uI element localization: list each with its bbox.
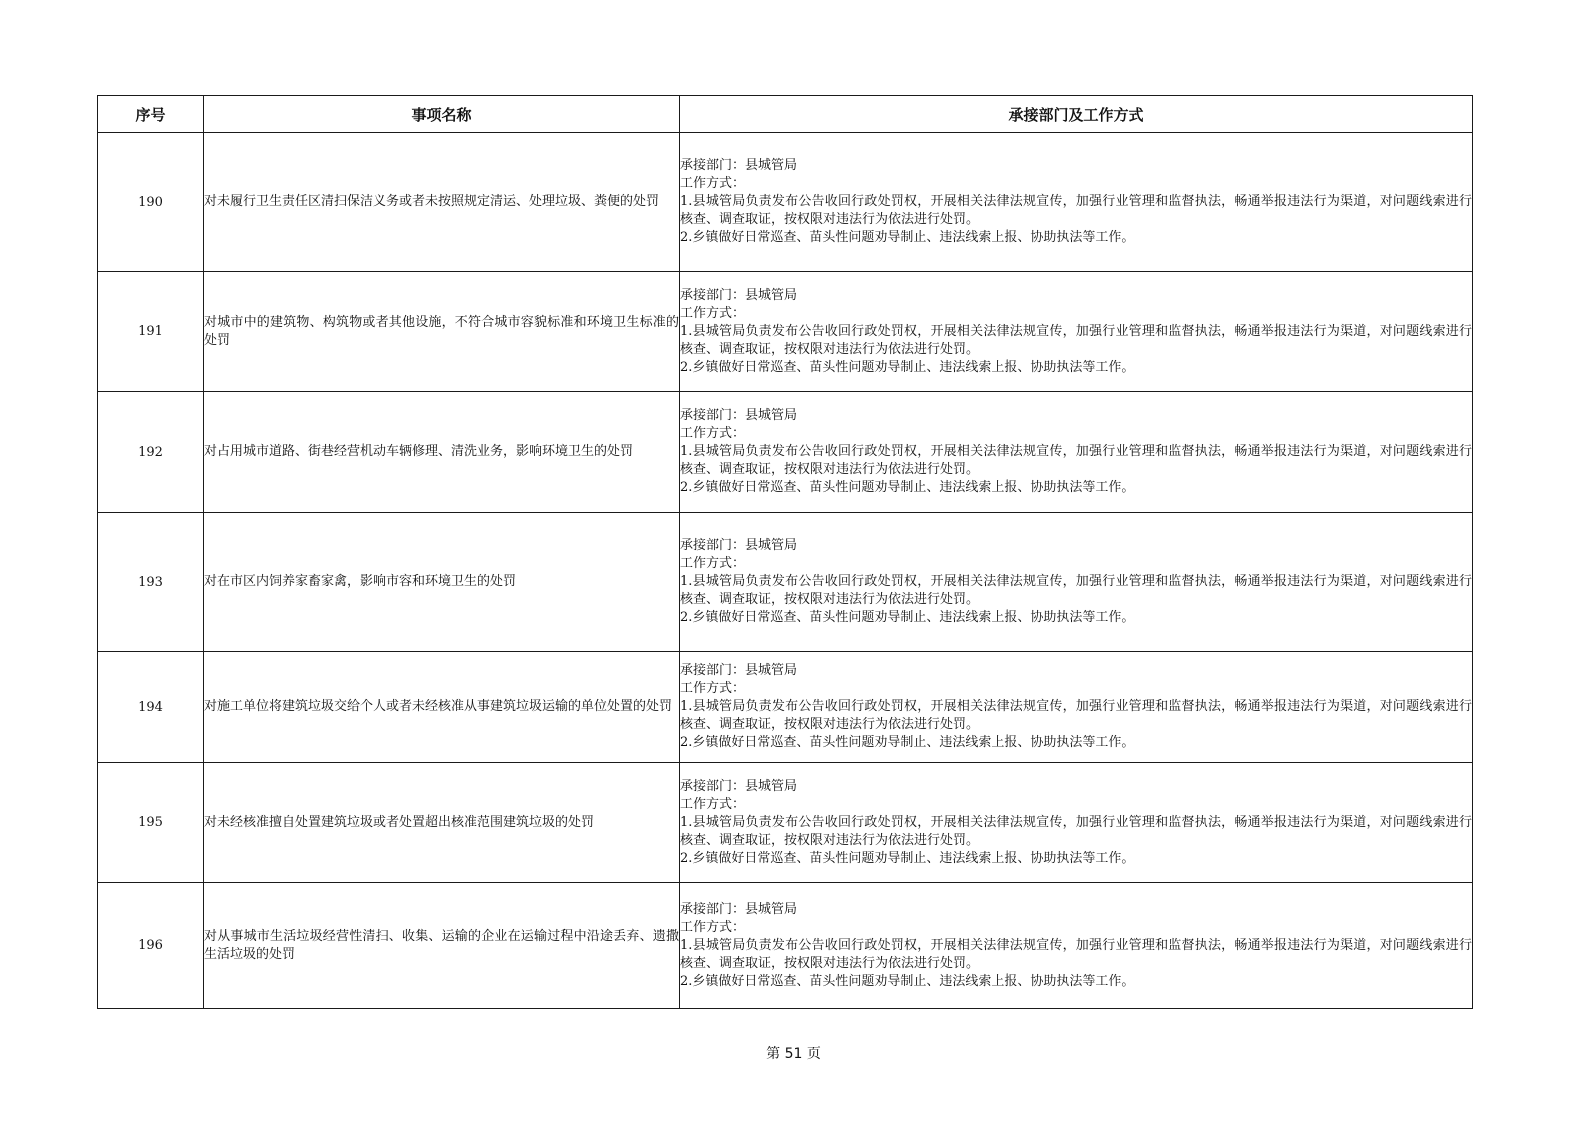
row-seq: 194 xyxy=(98,652,204,763)
method-step-1: 1.县城管局负责发布公告收回行政处罚权，开展相关法律法规宣传，加强行业管理和监督执法，畅通举报违法行为渠道，对问题线索进行核查、调查取证，按权限对违法行为依法进行处罚。 xyxy=(680,444,1472,477)
table-row xyxy=(98,272,1473,392)
method-label: 工作方式： xyxy=(680,796,746,812)
header-dept-method: 承接部门及工作方式 xyxy=(680,96,1473,133)
table-row xyxy=(98,133,1473,272)
row-seq: 193 xyxy=(98,513,204,652)
method-step-1: 1.县城管局负责发布公告收回行政处罚权，开展相关法律法规宣传，加强行业管理和监督执法，畅通举报违法行为渠道，对问题线索进行核查、调查取证，按权限对违法行为依法进行处罚。 xyxy=(680,699,1472,732)
table-row xyxy=(98,763,1473,883)
method-step-2: 2.乡镇做好日常巡查、苗头性问题劝导制止、违法线索上报、协助执法等工作。 xyxy=(680,230,1135,245)
dept-label: 承接部门：县城管局 xyxy=(680,538,798,553)
dept-label: 承接部门：县城管局 xyxy=(680,663,798,678)
row-dept-method xyxy=(680,513,1473,652)
row-item-name: 对从事城市生活垃圾经营性清扫、收集、运输的企业在运输过程中沿途丢弃、遗撒生活垃圾的处罚 xyxy=(204,883,680,1009)
method-label: 工作方式： xyxy=(680,919,746,935)
row-seq: 196 xyxy=(98,883,204,1009)
row-dept-method xyxy=(680,272,1473,392)
method-step-2: 2.乡镇做好日常巡查、苗头性问题劝导制止、违法线索上报、协助执法等工作。 xyxy=(680,850,1135,866)
header-item-name: 事项名称 xyxy=(204,96,680,133)
items-table xyxy=(97,95,1473,1009)
method-step-2: 2.乡镇做好日常巡查、苗头性问题劝导制止、违法线索上报、协助执法等工作。 xyxy=(680,359,1135,375)
table-row xyxy=(98,392,1473,513)
row-seq: 190 xyxy=(98,133,204,272)
dept-label: 承接部门：县城管局 xyxy=(680,408,798,423)
table-header-row xyxy=(98,96,1473,133)
method-label: 工作方式： xyxy=(680,681,746,696)
header-seq: 序号 xyxy=(98,96,204,133)
method-label: 工作方式： xyxy=(680,426,746,441)
method-label: 工作方式： xyxy=(680,305,746,321)
method-step-2: 2.乡镇做好日常巡查、苗头性问题劝导制止、违法线索上报、协助执法等工作。 xyxy=(680,480,1135,495)
dept-label: 承接部门：县城管局 xyxy=(680,287,798,303)
row-item-name: 对未履行卫生责任区清扫保洁义务或者未按照规定清运、处理垃圾、粪便的处罚 xyxy=(204,133,680,272)
row-dept-method xyxy=(680,133,1473,272)
row-seq: 192 xyxy=(98,392,204,513)
method-label: 工作方式： xyxy=(680,556,746,571)
table-row xyxy=(98,883,1473,1009)
row-dept-method xyxy=(680,763,1473,883)
method-step-2: 2.乡镇做好日常巡查、苗头性问题劝导制止、违法线索上报、协助执法等工作。 xyxy=(680,973,1135,989)
dept-label: 承接部门：县城管局 xyxy=(680,901,798,917)
row-dept-method xyxy=(680,652,1473,763)
method-step-1: 1.县城管局负责发布公告收回行政处罚权，开展相关法律法规宣传，加强行业管理和监督执法，畅通举报违法行为渠道，对问题线索进行核查、调查取证，按权限对违法行为依法进行处罚。 xyxy=(680,574,1472,607)
row-item-name: 对未经核准擅自处置建筑垃圾或者处置超出核准范围建筑垃圾的处罚 xyxy=(204,763,680,883)
row-dept-method xyxy=(680,392,1473,513)
row-seq: 195 xyxy=(98,763,204,883)
method-step-2: 2.乡镇做好日常巡查、苗头性问题劝导制止、违法线索上报、协助执法等工作。 xyxy=(680,735,1135,750)
method-label: 工作方式： xyxy=(680,176,746,191)
row-item-name: 对施工单位将建筑垃圾交给个人或者未经核准从事建筑垃圾运输的单位处置的处罚 xyxy=(204,652,680,763)
row-item-name: 对城市中的建筑物、构筑物或者其他设施，不符合城市容貌标准和环境卫生标准的处罚 xyxy=(204,272,680,392)
page-number: 第 51 页 xyxy=(766,1046,821,1062)
dept-label: 承接部门：县城管局 xyxy=(680,158,798,173)
table-row xyxy=(98,513,1473,652)
row-dept-method xyxy=(680,883,1473,1009)
method-step-1: 1.县城管局负责发布公告收回行政处罚权，开展相关法律法规宣传，加强行业管理和监督执法，畅通举报违法行为渠道，对问题线索进行核查、调查取证，按权限对违法行为依法进行处罚。 xyxy=(680,323,1472,357)
dept-label: 承接部门：县城管局 xyxy=(680,778,798,794)
row-item-name: 对在市区内饲养家畜家禽，影响市容和环境卫生的处罚 xyxy=(204,513,680,652)
method-step-1: 1.县城管局负责发布公告收回行政处罚权，开展相关法律法规宣传，加强行业管理和监督执法，畅通举报违法行为渠道，对问题线索进行核查、调查取证，按权限对违法行为依法进行处罚。 xyxy=(680,814,1472,848)
row-seq: 191 xyxy=(98,272,204,392)
row-item-name: 对占用城市道路、街巷经营机动车辆修理、清洗业务，影响环境卫生的处罚 xyxy=(204,392,680,513)
method-step-1: 1.县城管局负责发布公告收回行政处罚权，开展相关法律法规宣传，加强行业管理和监督执法，畅通举报违法行为渠道，对问题线索进行核查、调查取证，按权限对违法行为依法进行处罚。 xyxy=(680,937,1472,971)
method-step-1: 1.县城管局负责发布公告收回行政处罚权，开展相关法律法规宣传，加强行业管理和监督执法，畅通举报违法行为渠道，对问题线索进行核查、调查取证，按权限对违法行为依法进行处罚。 xyxy=(680,194,1472,227)
table-row xyxy=(98,652,1473,763)
method-step-2: 2.乡镇做好日常巡查、苗头性问题劝导制止、违法线索上报、协助执法等工作。 xyxy=(680,610,1135,625)
